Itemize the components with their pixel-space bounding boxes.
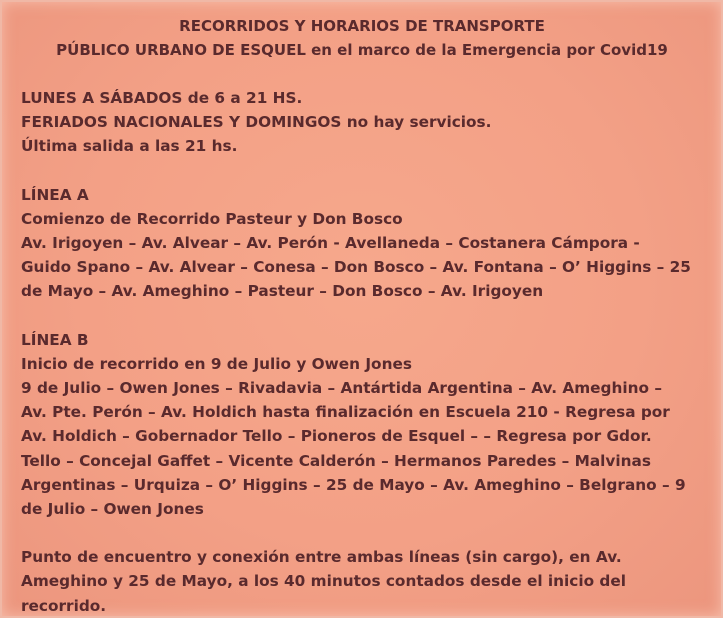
line-b-route-line: 9 de Julio – Owen Jones – Rivadavia – Antártida Argentina – Av. Ameghino – <box>21 379 663 398</box>
schedule-weekdays: LUNES A SÁBADOS de 6 a 21 HS. <box>21 89 303 107</box>
line-b-heading: LÍNEA B <box>21 330 89 349</box>
schedule-section <box>21 86 709 159</box>
line-b-route-line: Av. Holdich – Gobernador Tello – Pioneros de Esquel – – Regresa por Gdor. <box>21 427 652 446</box>
title-line-2 <box>21 38 703 62</box>
line-a-heading: LÍNEA A <box>21 185 89 204</box>
line-b-start: Inicio de recorrido en 9 de Julio y Owen Jones <box>21 354 412 373</box>
line-a-section <box>21 183 709 304</box>
line-b-route-line: Argentinas – Urquiza – O’ Higgins – 25 de Mayo – Av. Ameghino – Belgrano – 9 <box>21 475 686 494</box>
title-line-2-bold: PÚBLICO URBANO DE ESQUEL <box>56 41 306 59</box>
title-line-1: RECORRIDOS Y HORARIOS DE TRANSPORTE <box>179 17 545 35</box>
line-b-section <box>21 328 709 522</box>
line-b-route-line: Av. Pte. Perón – Av. Holdich hasta finalización en Escuela 210 - Regresa por <box>21 403 670 422</box>
schedule-holidays <box>21 110 709 134</box>
meeting-point-line: recorrido. <box>21 596 107 615</box>
schedule-last-departure: Última salida a las 21 hs. <box>21 137 238 156</box>
line-a-route-line: Guido Spano – Av. Alvear – Conesa – Don Bosco – Av. Fontana – O’ Higgins – 25 <box>21 258 691 277</box>
title-line-2-rest: en el marco de la Emergencia por Covid19 <box>305 41 668 59</box>
schedule-holidays-bold: FERIADOS NACIONALES Y DOMINGOS <box>21 113 342 132</box>
document-title <box>21 14 709 62</box>
line-b-route-line: Tello – Concejal Gaffet – Vicente Calderón – Hermanos Paredes – Malvinas <box>21 451 651 470</box>
line-a-route-line: de Mayo – Av. Ameghino – Pasteur – Don Bosco – Av. Irigoyen <box>21 282 544 301</box>
line-a-start: Comienzo de Recorrido Pasteur y Don Bosco <box>21 209 403 228</box>
schedule-holidays-rest: no hay servicios. <box>341 113 492 132</box>
meeting-point-line: Punto de encuentro y conexión entre ambas líneas (sin cargo), en Av. <box>21 548 622 567</box>
line-b-route-line: de Julio – Owen Jones <box>21 500 204 519</box>
meeting-point-section <box>21 545 709 618</box>
meeting-point-line: Ameghino y 25 de Mayo, a los 40 minutos contados desde el inicio del <box>21 572 626 591</box>
line-a-route-line: Av. Irigoyen – Av. Alvear – Av. Perón - Avellaneda – Costanera Cámpora - <box>21 234 640 253</box>
